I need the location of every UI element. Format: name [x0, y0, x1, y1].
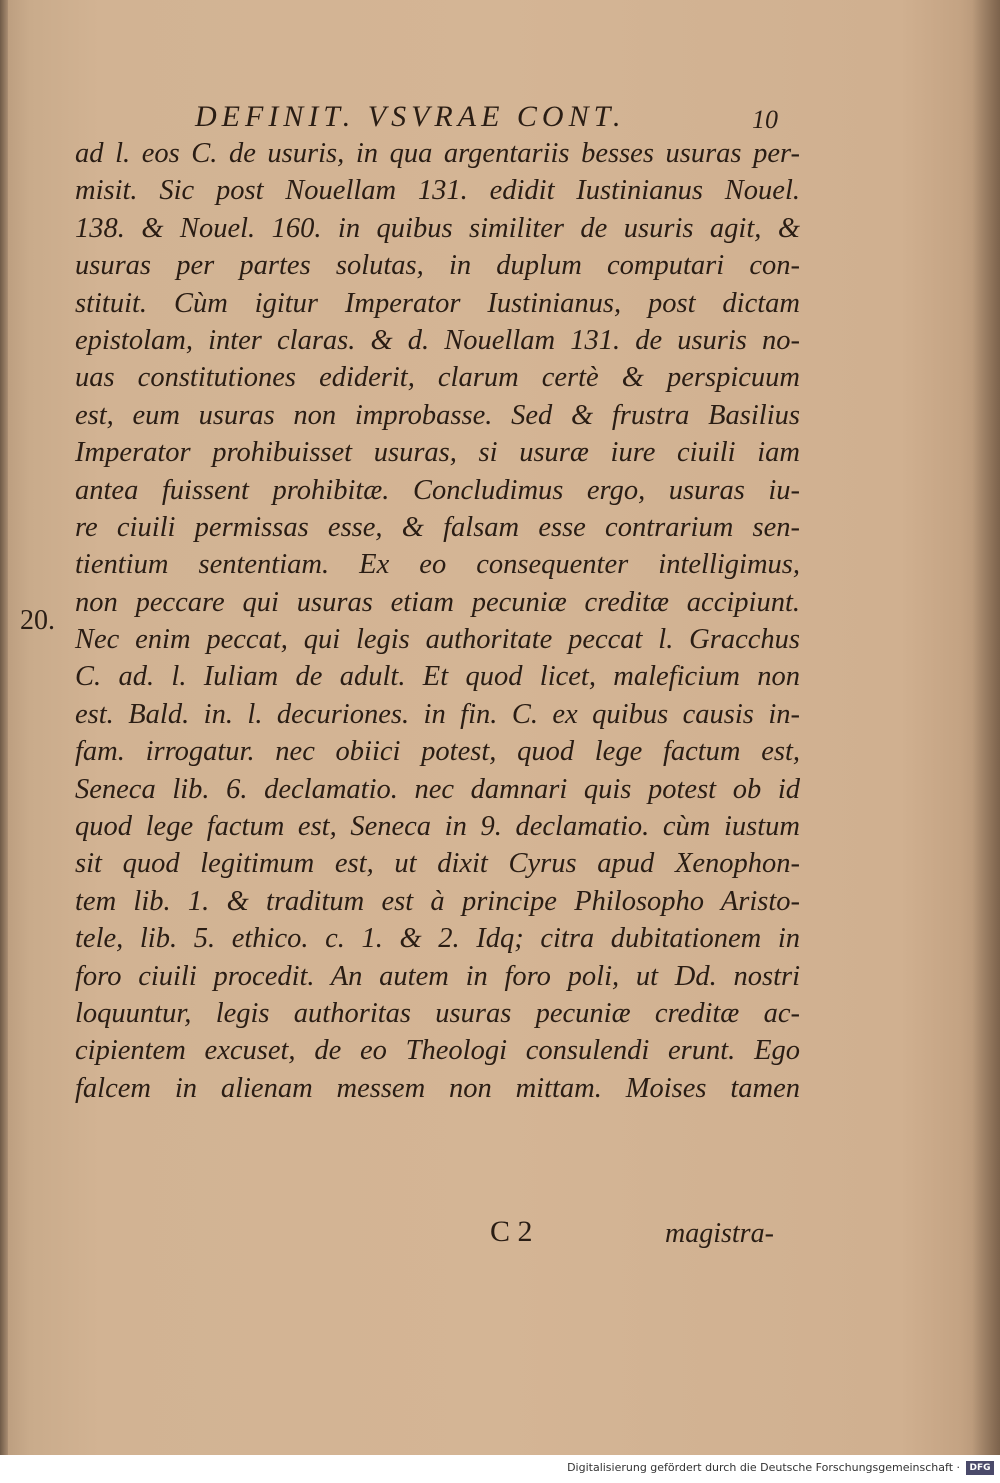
text-line: fam. irrogatur. nec obiici potest, quod lege factum est, [75, 736, 800, 768]
text-line: cipientem excuset, de eo Theologi consulendi erunt. Ego [75, 1035, 800, 1067]
page-number: 10 [752, 105, 778, 134]
text-line: tientium sententiam. Ex eo consequenter intelligimus, [75, 549, 800, 581]
text-line: tem lib. 1. & traditum est à principe Philosopho Aristo- [75, 885, 800, 917]
text-line: epistolam, inter claras. & d. Nouellam 131. de usuris no- [75, 324, 800, 356]
text-line: sit quod legitimum est, ut dixit Cyrus apud Xenophon- [75, 848, 800, 880]
text-line: antea fuissent prohibitæ. Concludimus ergo, usuras iu- [75, 474, 800, 506]
text-line: foro ciuili procedit. An autem in foro poli, ut Dd. nostri [75, 960, 800, 992]
text-line: C. ad. l. Iuliam de adult. Et quod licet, maleficium non [75, 661, 800, 693]
body-text [75, 135, 800, 1107]
footer-credit: Digitalisierung gefördert durch die Deutsche Forschungsgemeinschaft · [567, 1461, 960, 1474]
text-line: falcem in alienam messem non mittam. Moises tamen [75, 1072, 800, 1104]
margin-line-number: 20. [20, 605, 55, 636]
digitization-footer [0, 1455, 1000, 1483]
text-line: re ciuili permissas esse, & falsam esse contrarium sen- [75, 511, 800, 543]
text-line: Nec enim peccat, qui legis authoritate peccat l. Gracchus [75, 624, 800, 656]
signature-mark: C 2 [490, 1215, 533, 1248]
text-line: tele, lib. 5. ethico. c. 1. & 2. Idq; citra dubitationem in [75, 923, 800, 955]
text-line: Seneca lib. 6. declamatio. nec damnari quis potest ob id [75, 773, 800, 805]
text-line: ad l. eos C. de usuris, in qua argentariis besses usuras per- [75, 138, 800, 169]
text-line: Imperator prohibuisset usuras, si usuræ iure ciuili iam [75, 437, 800, 469]
dfg-logo-icon: DFG [966, 1461, 994, 1475]
text-line: stituit. Cùm igitur Imperator Iustinianus, post dictam [75, 287, 800, 319]
text-line: usuras per partes solutas, in duplum computari con- [75, 250, 800, 282]
text-line: non peccare qui usuras etiam pecuniæ creditæ accipiunt. [75, 586, 800, 618]
catchword: magistra- [665, 1218, 774, 1249]
text-line: uas constitutiones ediderit, clarum certè & perspicuum [75, 362, 800, 394]
text-line: est, eum usuras non improbasse. Sed & frustra Basilius [75, 399, 800, 431]
text-line: loquuntur, legis authoritas usuras pecuniæ creditæ ac- [75, 997, 800, 1029]
running-title: DEFINIT. VSVRAE CONT. [195, 100, 626, 133]
text-line: quod lege factum est, Seneca in 9. declamatio. cùm iustum [75, 811, 800, 843]
text-line: misit. Sic post Nouellam 131. edidit Iustinianus Nouel. [75, 175, 800, 207]
text-line: 138. & Nouel. 160. in quibus similiter de usuris agit, & [75, 212, 800, 244]
text-line: est. Bald. in. l. decuriones. in fin. C. ex quibus causis in- [75, 698, 800, 730]
